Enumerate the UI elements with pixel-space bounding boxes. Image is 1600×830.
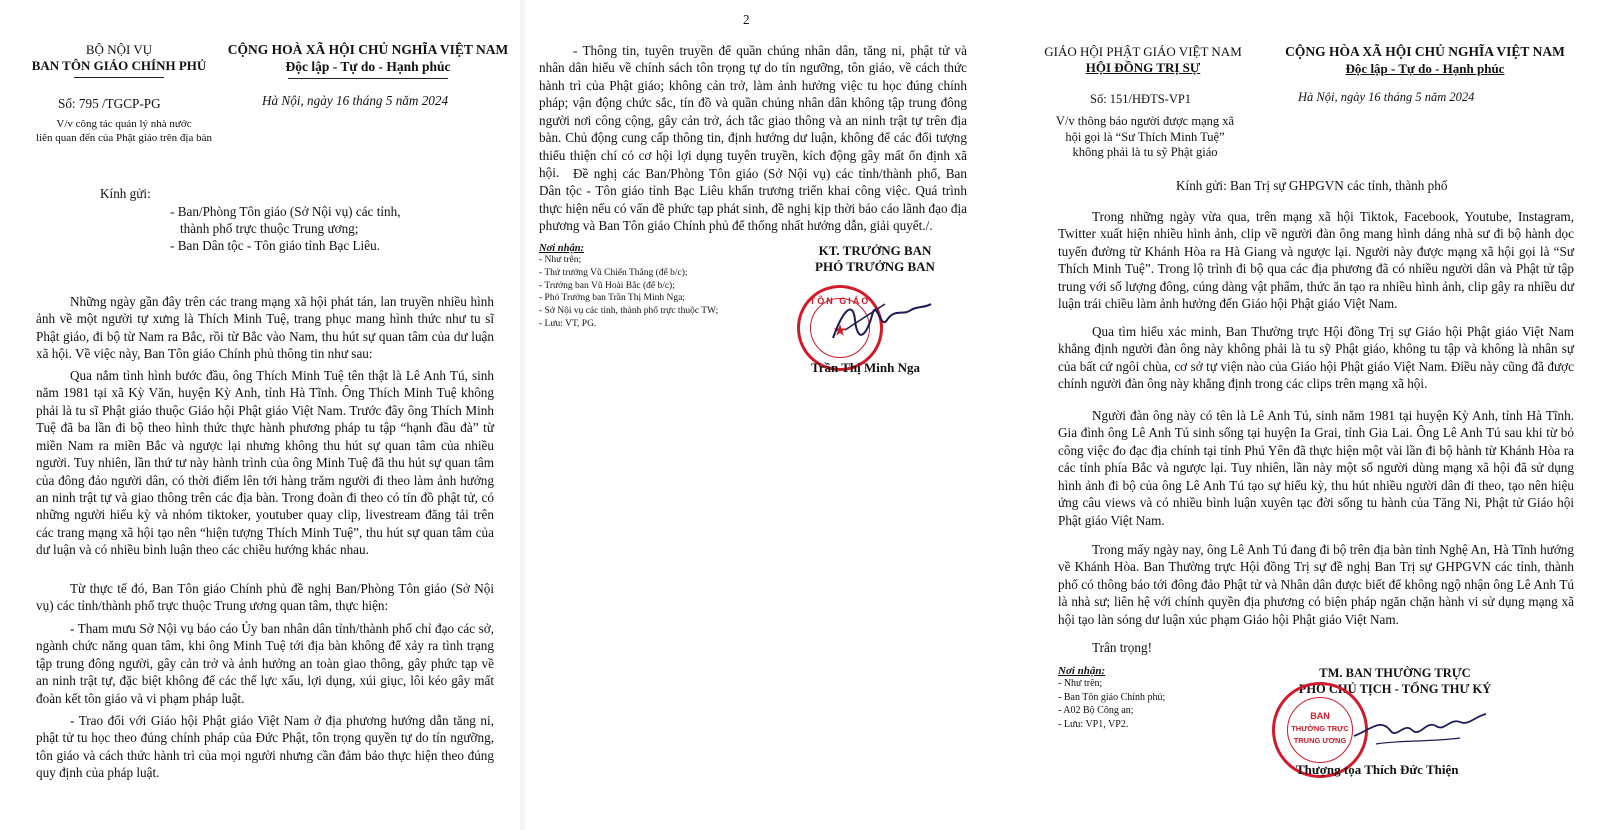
stamp-line-3: TRUNG ƯƠNG [1293, 736, 1347, 745]
national-title-3: CỘNG HÒA XÃ HỘI CHỦ NGHĨA VIỆT NAM [1285, 44, 1565, 59]
national-header [218, 42, 518, 79]
body-paragraph-5: - Trao đổi với Giáo hội Phật giáo Việt Nam ở địa phương hướng dẫn tăng ni, phật tử tu học theo đúng chính pháp của Đức Phật, tôn trọng quyền tự do tín ngưỡng, tôn giáo và cách thức hành trì của mọi người nhưng cần đảm bảo thực hiện theo đúng quy định của pháp luật. [36, 713, 494, 781]
recipient-label: Kính gửi: [100, 186, 151, 201]
recipient-item: - Ban Tôn giáo Chính phủ; [1058, 691, 1166, 703]
recipient-item: - Sở Nội vụ các tỉnh, thành phố trực thuộc TW; [539, 306, 719, 317]
stamp-line-1: BAN [1310, 711, 1330, 721]
handwritten-signature-3 [1350, 700, 1490, 755]
subject-line-3: không phải là tu sỹ Phật giáo [1072, 145, 1218, 160]
organization-header [1028, 44, 1258, 77]
recipient-item: - Thứ trưởng Vũ Chiến Thắng (để b/c); [539, 267, 688, 278]
greeting-line: Kính gửi: Ban Trị sự GHPGVN các tỉnh, thành phố [1176, 178, 1448, 193]
recipients-title: Nơi nhận: [1058, 665, 1106, 677]
body-paragraph-1: Trong những ngày vừa qua, trên mạng xã hội Tiktok, Facebook, Youtube, Instagram, Twitter xuất hiện nhiều hình ảnh, clip về người đàn ông mang hình dáng nhà sư đi bộ hành dọc tuyến đường từ Khánh Hòa ra Hà Giang và ngược lại. Người này được mạng xã hội gọi là “Sư Thích Minh Tuệ”. Trong lộ trình đi bộ qua các địa phương đã có nhiều người dân và Phật tử tập trung với số lượng đông, cúng dàng vật phẩm, thức ăn tạo ra nhiều hình ảnh, clip gây ra nhiều dư luận trái chiều làm ảnh hưởng đến Giáo hội Phật giáo Việt Nam. [1058, 209, 1574, 312]
national-motto: Độc lập - Tự do - Hạnh phúc [285, 58, 451, 74]
subject-line-1: V/v công tác quản lý nhà nước [56, 118, 192, 130]
recipient-item: - Như trên; [539, 255, 582, 265]
closing-line: Trân trọng! [1092, 640, 1152, 655]
body-paragraph-3: Người đàn ông này có tên là Lê Anh Tú, sinh năm 1981 tại huyện Kỳ Anh, tỉnh Hà Tĩnh. Gia đình ông Lê Anh Tú sinh sống tại huyện Ia Grai, tỉnh Gia Lai. Ông Lê Anh Tú sau khi từ bỏ công việc đo đạc địa chính tại tỉnh Phú Yên đã thực hiện một vài lần đi bộ hành từ Khánh Hòa ra các tỉnh phía Bắc và ngược lại. Tuy nhiên, lần này một số người dùng mạng xã hội đã sử dụng hình ảnh đi bộ của ông Lê Anh Tú tạo sự hiếu kỳ, thu hút nhiều người dân đi theo, tạo nên hiệu ứng câu views và có nhiều bình luận xuyên tạc đời sống tu hành của Tăng Ni, Phật tử Giáo hội Phật giáo Việt Nam. [1058, 408, 1574, 528]
body-paragraph-continued: - Thông tin, tuyên truyền để quần chúng nhân dân, tăng ni, phật tử và nhân dân hiểu về chính sách tôn trọng tự do tín ngưỡng, tôn giáo, về cách thức hành trì của Phật giáo; không cản trở, làm ảnh hưởng việc tu học đúng chính pháp; vận động chức sắc, tín đồ và quần chúng nhân dân không tập trung đông người nơi công cộng, gây cản trở, ách tắc giao thông và an ninh trật tự trên địa bàn. Chủ động cung cấp thông tin, định hướng dư luận, không để các đối tượng thiếu thiện chí có cơ hội lợi dụng tuyên truyền, kích động gây mất ổn định xã hội. [539, 43, 967, 180]
recipients-block-3 [1058, 665, 1165, 731]
document-subject [14, 118, 234, 146]
ministry-name: BỘ NỘI VỤ [85, 42, 153, 57]
recipients-block [539, 243, 718, 331]
recipient-item: - A02 Bộ Công an; [1058, 705, 1134, 716]
recipient-item: - Lưu: VP1, VP2. [1058, 718, 1129, 730]
motto-underline [288, 78, 448, 79]
document-date-3: Hà Nội, ngày 16 tháng 5 năm 2024 [1298, 90, 1475, 104]
signer-title-2: PHÓ TRƯỞNG BAN [815, 259, 935, 275]
national-motto-3: Độc lập - Tự do - Hạnh phúc [1345, 60, 1505, 76]
recipient-item-2: - Ban Dân tộc - Tôn giáo tỉnh Bạc Liêu. [170, 238, 380, 253]
header-underline [74, 77, 164, 78]
document-page-3 [1020, 0, 1600, 830]
recipient-item-1: - Ban/Phòng Tôn giáo (Sở Nội vụ) các tỉnh, [170, 204, 401, 219]
subject-line-1: V/v thông báo người được mạng xã [1055, 114, 1235, 128]
recipient-item: - Trưởng ban Vũ Hoài Bắc (để b/c); [539, 280, 675, 291]
stamp-line-2: THƯỜNG TRỰC [1291, 724, 1349, 733]
signer-name-3: Thượng tọa Thích Đức Thiện [1296, 762, 1459, 777]
document-page-1 [0, 0, 520, 830]
body-paragraph-2: Qua nắm tình hình bước đầu, ông Thích Minh Tuệ tên thật là Lê Anh Tú, sinh năm 1981 tại xã Kỳ Văn, huyện Kỳ Anh, tỉnh Hà Tĩnh. Ông Thích Minh Tuệ không phải là tu sĩ Phật giáo thuộc Giáo hội Phật giáo Việt Nam. Trước đây ông Thích Minh Tuệ đã ba lần đi bộ theo hình thức thực hành phương pháp tu tập “hạnh đầu đà” từ miền Nam ra miền Bắc và ngược lại nhưng không thu hút sự quan tâm của nhiều người. Tuy nhiên, lần thứ tư này hành trình của ông Minh Tuệ đã thu hút sự quan tâm của đông đảo người dân, có thời điểm lên tới hàng trăm người đi theo làm ảnh hưởng an ninh trật tự và giao thông trên các địa bàn. Trong đoàn đi theo có tín đồ phật tử, có những người hiếu kỳ và nhóm tiktoker, youtuber quay clip, livestream đăng tải trên các trang mạng xã hội tạo nên “hiện tượng Thích Minh Tuệ”, thu hút sự quan tâm của dư luận và có nhiều bình luận theo các chiều hướng khác nhau. [36, 368, 494, 558]
body-paragraph-2: Qua tìm hiểu xác minh, Ban Thường trực Hội đồng Trị sự Giáo hội Phật giáo Việt Nam khẳng định người đàn ông này không phải là tu sỹ Phật giáo, không tu tập và không là nhân sự của bất cứ ngôi chùa, cơ sở tự viện nào của Giáo hội Phật giáo Việt Nam. Điều này cũng đã được chính người đàn ông này khẳng định trong các clips trên mạng xã hội. [1058, 324, 1574, 392]
document-number-3: Số: 151/HĐTS-VP1 [1090, 92, 1192, 106]
council-name: HỘI ĐỒNG TRỊ SỰ [1085, 60, 1201, 76]
document-date: Hà Nội, ngày 16 tháng 5 năm 2024 [262, 93, 449, 108]
document-page-2 [525, 0, 975, 830]
subject-line-2: hội gọi là “Sư Thích Minh Tuệ” [1065, 129, 1225, 144]
recipient-item: - Phó Trưởng ban Trần Thị Minh Nga; [539, 293, 685, 304]
signer-title-1: KT. TRƯỞNG BAN [818, 243, 932, 258]
body-paragraph-4: Trong mấy ngày nay, ông Lê Anh Tú đang đi bộ trên địa bàn tỉnh Nghệ An, Hà Tĩnh hướng về Khánh Hòa. Ban Thường trực Hội đồng Trị sự đề nghị Ban Trị sự GHPGVN các tỉnh, thành phố có thông báo tới đông đảo Phật tử và Nhân dân được biết để không ngộ nhận ông Lê Anh Tú là nhà sư; liên hệ với chính quyền địa phương có biện pháp ngăn chặn hành vi sử dụng mạng xã hội tạo làn sóng dư luận xúc phạm Giáo hội Phật giáo Việt Nam. [1058, 542, 1574, 627]
body-paragraph-4: - Tham mưu Sở Nội vụ báo cáo Ủy ban nhân dân tỉnh/thành phố chỉ đạo các sở, ngành chức năng quan tâm, khi ông Minh Tuệ tới địa bàn không để xảy ra tình trạng tập trung đông người, gây cản trở và ảnh hưởng an toàn giao thông, gây phức tạp về an ninh trật tự, đặc biệt không để các thế lực xấu, lợi dụng, xúi giục, lôi kéo gây mất đoàn kết tôn giáo và vi phạm pháp luật. [36, 621, 494, 706]
signer-name: Trần Thị Minh Nga [811, 360, 920, 375]
body-paragraph-closing: Đề nghị các Ban/Phòng Tôn giáo (Sở Nội vụ) các tỉnh/thành phố, Ban Dân tộc - Tôn giáo tỉnh Bạc Liêu khẩn trương triển khai công việc. Quá trình thực hiện nếu có vấn đề phức tạp phát sinh, đề nghị kịp thời báo cáo lãnh đạo địa phương và Ban Tôn giáo Chính phủ để thống nhất hướng dẫn, giải quyết./. [539, 166, 967, 234]
national-title: CỘNG HOÀ XÃ HỘI CHỦ NGHĨA VIỆT NAM [227, 42, 509, 57]
recipients-title: Nơi nhận: [539, 243, 585, 254]
star-icon: ★ [833, 322, 847, 338]
recipient-item: - Lưu: VT, PG. [539, 319, 597, 330]
document-subject-3 [1040, 114, 1250, 161]
national-header-3 [1260, 44, 1590, 77]
stamp-text: TÔN GIÁO [809, 296, 871, 306]
agency-header [14, 42, 224, 78]
recipient-item: - Như trên; [1058, 678, 1103, 689]
page-number: 2 [743, 12, 750, 27]
signature-block [785, 243, 965, 276]
body-paragraph-1: Những ngày gần đây trên các trang mạng xã hội phát tán, lan truyền nhiều hình ảnh về một người tự xưng là Thích Minh Tuệ, trang phục mang hình thức như tu sĩ Phật giáo, đi bộ từ Nam ra Bắc, rồi từ Bắc vào Nam, thu hút sự quan tâm của dư luận xã hội. Về việc này, Ban Tôn giáo Chính phủ thông tin như sau: [36, 294, 494, 362]
organization-name: GIÁO HỘI PHẬT GIÁO VIỆT NAM [1044, 44, 1242, 59]
body-paragraph-3: Từ thực tế đó, Ban Tôn giáo Chính phủ đề nghị Ban/Phòng Tôn giáo (Sở Nội vụ) các tỉnh/thành phố trực thuộc Trung ương quan tâm, thực hiện: [36, 581, 494, 614]
signer-title-2: PHÓ CHỦ TỊCH - TỔNG THƯ KÝ [1298, 681, 1492, 696]
handwritten-signature [825, 290, 935, 350]
signer-title-1: TM. BAN THƯỜNG TRỰC [1319, 666, 1471, 680]
recipient-item-1b: thành phố trực thuộc Trung ương; [180, 221, 359, 236]
agency-name: BAN TÔN GIÁO CHÍNH PHỦ [31, 58, 207, 74]
subject-line-2: liên quan đến của Phật giáo trên địa bàn [36, 131, 212, 144]
document-number: Số: 795 /TGCP-PG [58, 96, 161, 111]
